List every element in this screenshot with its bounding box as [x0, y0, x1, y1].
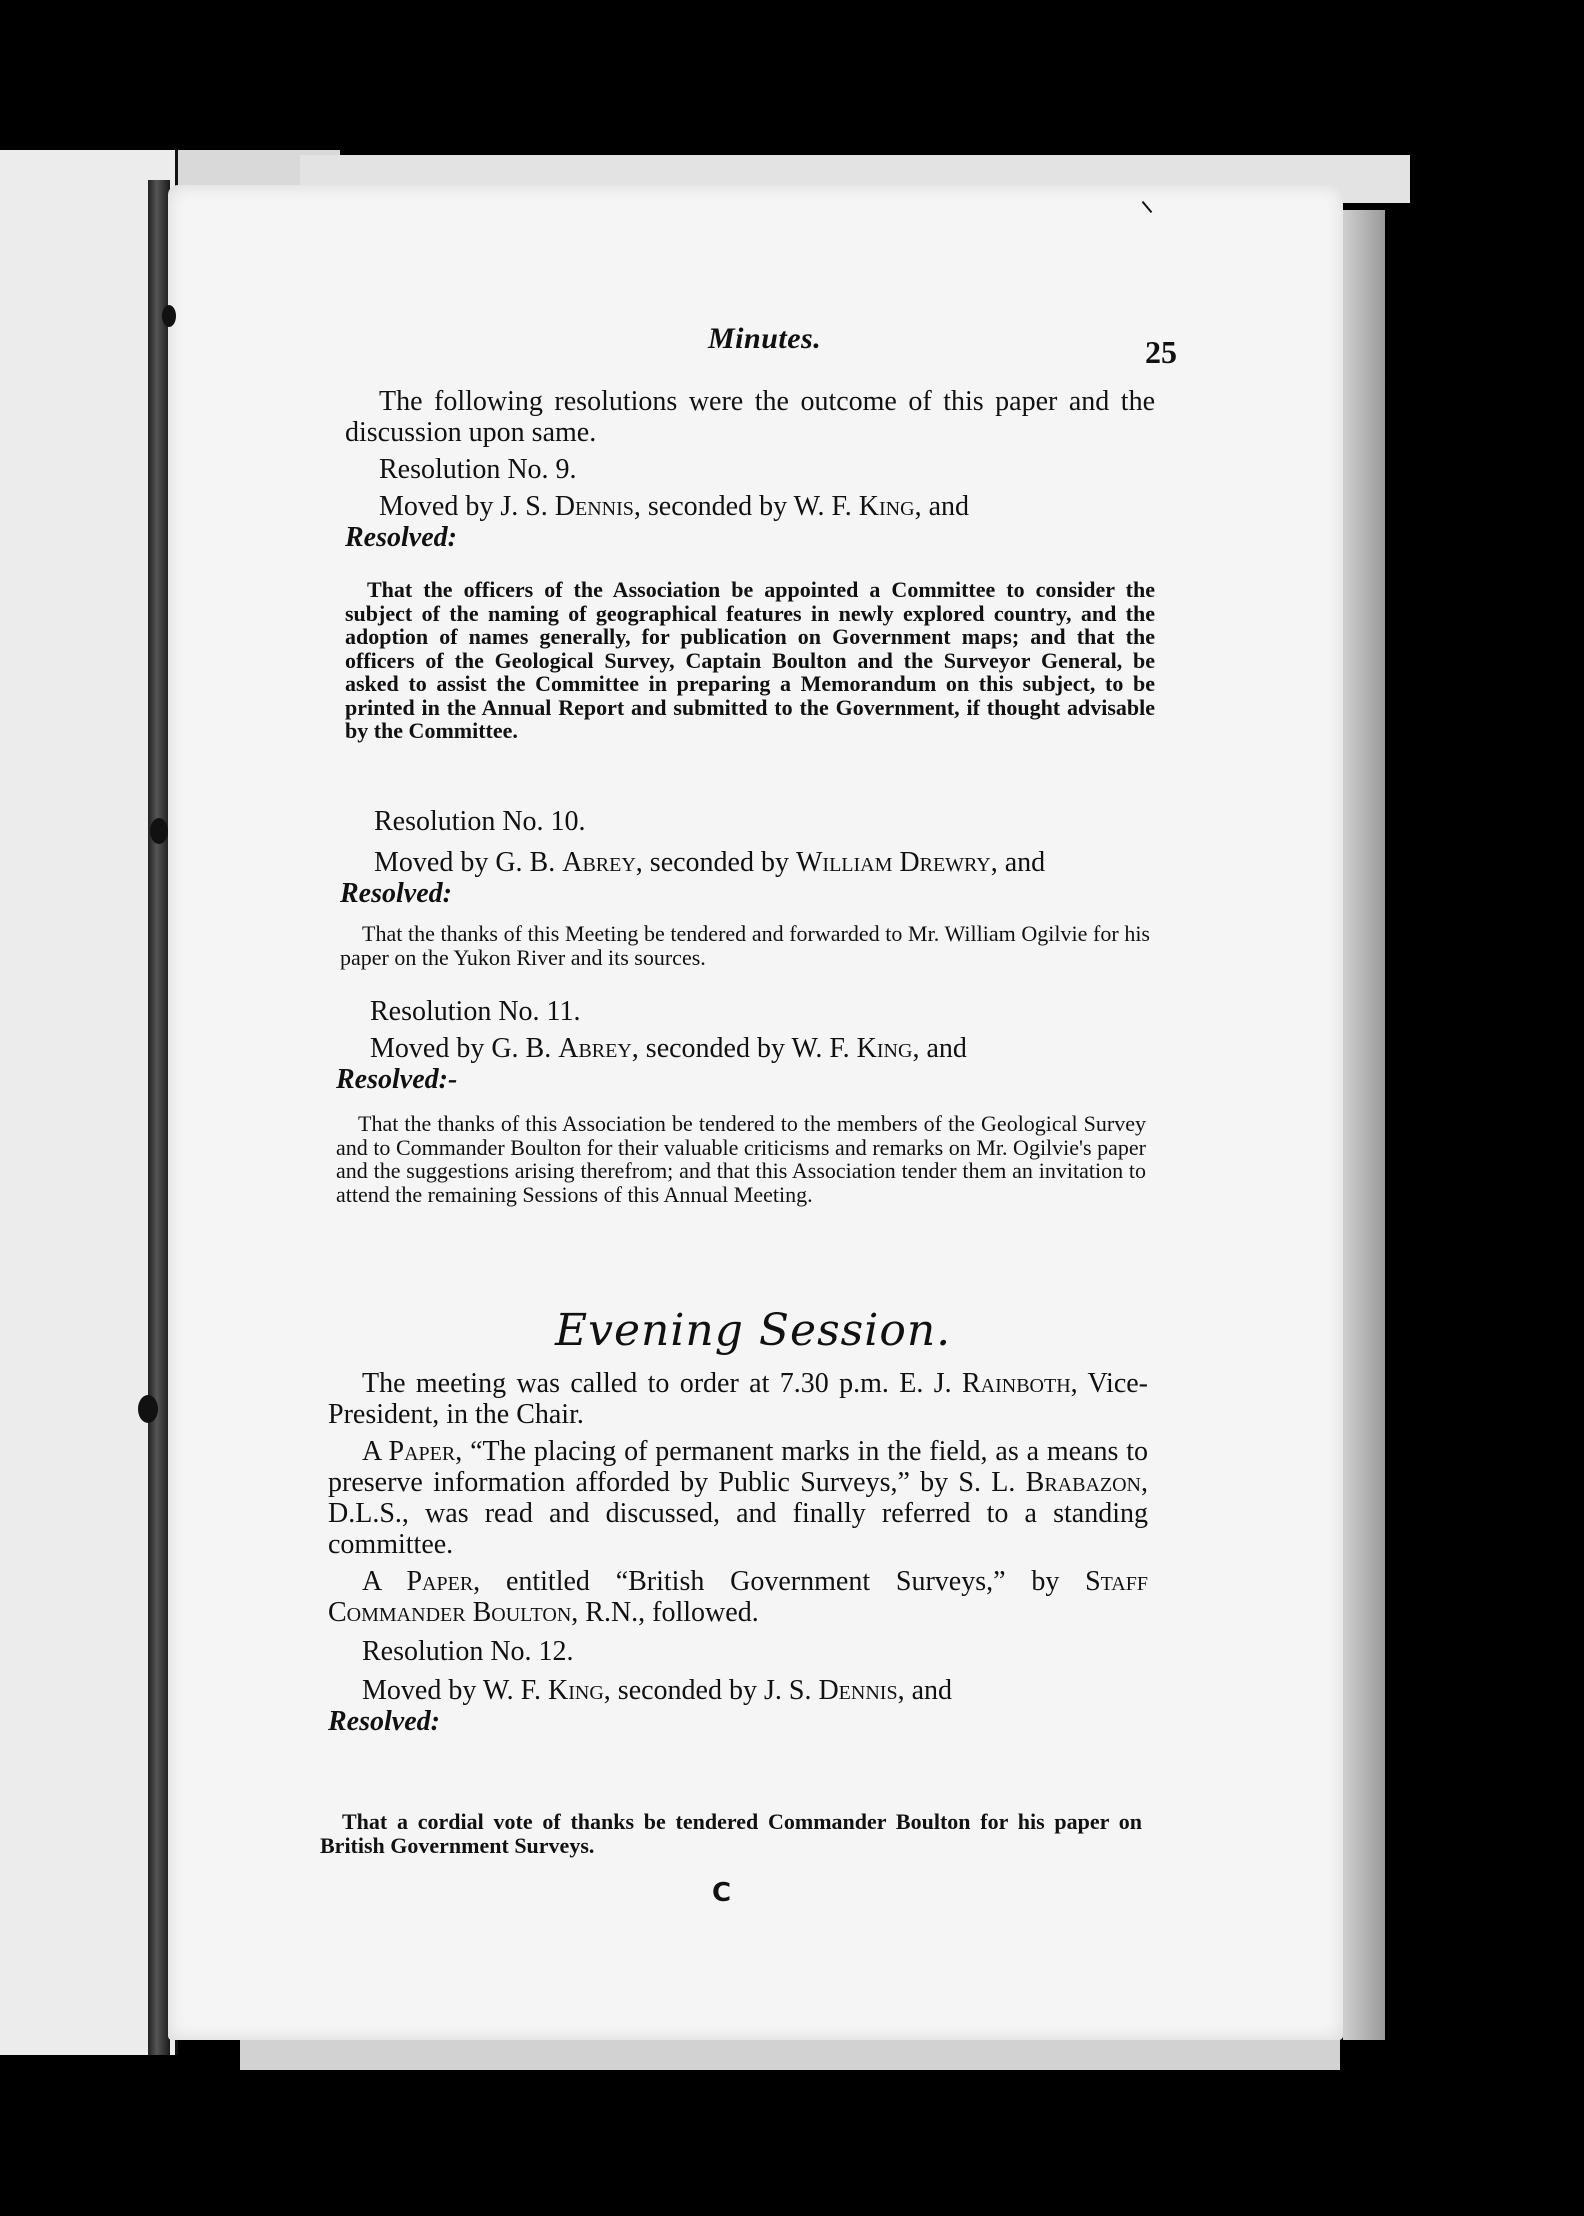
paper-title: , entitled “British Government Surveys,” by: [473, 1566, 1086, 1597]
moved-prefix: Moved by G. B.: [374, 847, 563, 878]
paper-lead: A Paper: [362, 1566, 474, 1597]
page-right-edge: [1343, 210, 1385, 2040]
moved-prefix: Moved by G. B.: [370, 1033, 559, 1064]
paper-suffix: , D.L.S., was read and discussed, and finally referred to a standing committee.: [328, 1467, 1148, 1560]
author-name: Brabazon: [1025, 1467, 1141, 1498]
book-spine: [148, 180, 170, 2055]
resolution-10-text: That the thanks of this Meeting be tendered and forwarded to Mr. William Ogilvie for his paper on the Yukon River and its sources.: [340, 921, 1150, 970]
intro-paragraph: The following resolutions were the outcome of this paper and the discussion upon same.: [345, 386, 1155, 448]
resolution-11-moved: [336, 1033, 1146, 1064]
moved-prefix: Moved by J. S.: [379, 491, 555, 522]
resolution-9-moved: [345, 491, 1155, 522]
paper-suffix: , R.N., followed.: [571, 1597, 759, 1628]
moved-mid: , seconded by W. F.: [631, 1033, 857, 1064]
resolution-9-label: Resolution No. 9.: [379, 454, 577, 485]
paper-lead: A Paper: [362, 1436, 456, 1467]
resolved-label: Resolved:-: [336, 1064, 458, 1095]
mover-name: King: [548, 1675, 604, 1706]
resolution-10-block: [340, 806, 1150, 909]
resolution-11-label: Resolution No. 11.: [370, 996, 581, 1027]
moved-suffix: , and: [914, 491, 969, 522]
call-prefix: The meeting was called to order at 7.30 p.m. E. J.: [362, 1368, 962, 1399]
margin-mark: [150, 818, 168, 844]
running-head: Minutes.: [708, 322, 822, 355]
moved-suffix: , and: [912, 1033, 967, 1064]
seconder-name: King: [856, 1033, 913, 1064]
resolution-10-moved: [340, 847, 1150, 878]
moved-prefix: Moved by W. F.: [362, 1675, 549, 1706]
seconder-name: Dennis: [818, 1675, 898, 1706]
author-name: Staff Commander Boulton: [328, 1566, 1148, 1628]
resolution-12-text: That a cordial vote of thanks be tendered Commander Boulton for his paper on British Government Surveys.: [320, 1809, 1142, 1858]
moved-suffix: , and: [897, 1675, 952, 1706]
page-number: 25: [1145, 334, 1177, 370]
moved-suffix: , and: [990, 847, 1046, 878]
moved-mid: , seconded by: [635, 847, 796, 878]
section-heading: Evening Session.: [555, 1305, 952, 1356]
seconder-name: William Drewry: [795, 847, 991, 878]
resolution-9-text: That the officers of the Association be appointed a Committee to consider the subject of the naming of geographical features in newly explored country, and the adoption of names generally, for publication on Government maps; and that the officers of the Geological Survey, Captain Boulton and the Surveyor General, be asked to assist the Committee in preparing a Memorandum on this subject, to be printed in the Annual Report and submitted to the Government, if thought advisable by the Committee.: [345, 577, 1155, 743]
paper-1-paragraph: [328, 1436, 1148, 1560]
resolved-label: Resolved:: [345, 522, 457, 553]
evening-call-to-order: [328, 1368, 1148, 1430]
moved-mid: , seconded by J. S.: [603, 1675, 819, 1706]
resolved-label: Resolved:: [340, 878, 452, 909]
paper-2-paragraph: [328, 1566, 1148, 1628]
mover-name: Dennis: [554, 491, 634, 522]
moved-mid: , seconded by W. F.: [633, 491, 859, 522]
call-suffix: , Vice-President, in the Chair.: [328, 1368, 1148, 1430]
resolution-11-block: [336, 996, 1146, 1095]
mover-name: Abrey: [562, 847, 636, 878]
resolved-label: Resolved:: [328, 1706, 440, 1737]
resolution-11-text: That the thanks of this Association be tendered to the members of the Geological Survey and to Commander Boulton for their valuable criticisms and remarks on Mr. Ogilvie's paper and the suggestions arising therefrom; and that this Association tender them an invitation to attend the remaining Sessions of this Annual Meeting.: [336, 1111, 1146, 1207]
margin-mark: [162, 305, 176, 327]
paper-title: , “The placing of permanent marks in the field, as a means to preserve information afforded by Public Surveys,” by S. L.: [328, 1436, 1148, 1498]
resolution-12-moved: [328, 1675, 1148, 1706]
resolution-12-label: Resolution No. 12.: [362, 1636, 574, 1667]
evening-session-block: [328, 1368, 1148, 1737]
mover-name: Abrey: [558, 1033, 632, 1064]
intro-block: [345, 386, 1155, 553]
chair-name: Rainboth: [961, 1368, 1071, 1399]
seconder-name: King: [858, 491, 915, 522]
resolution-10-label: Resolution No. 10.: [374, 806, 586, 837]
margin-mark: [138, 1395, 158, 1423]
signature-mark: C: [712, 1878, 732, 1908]
